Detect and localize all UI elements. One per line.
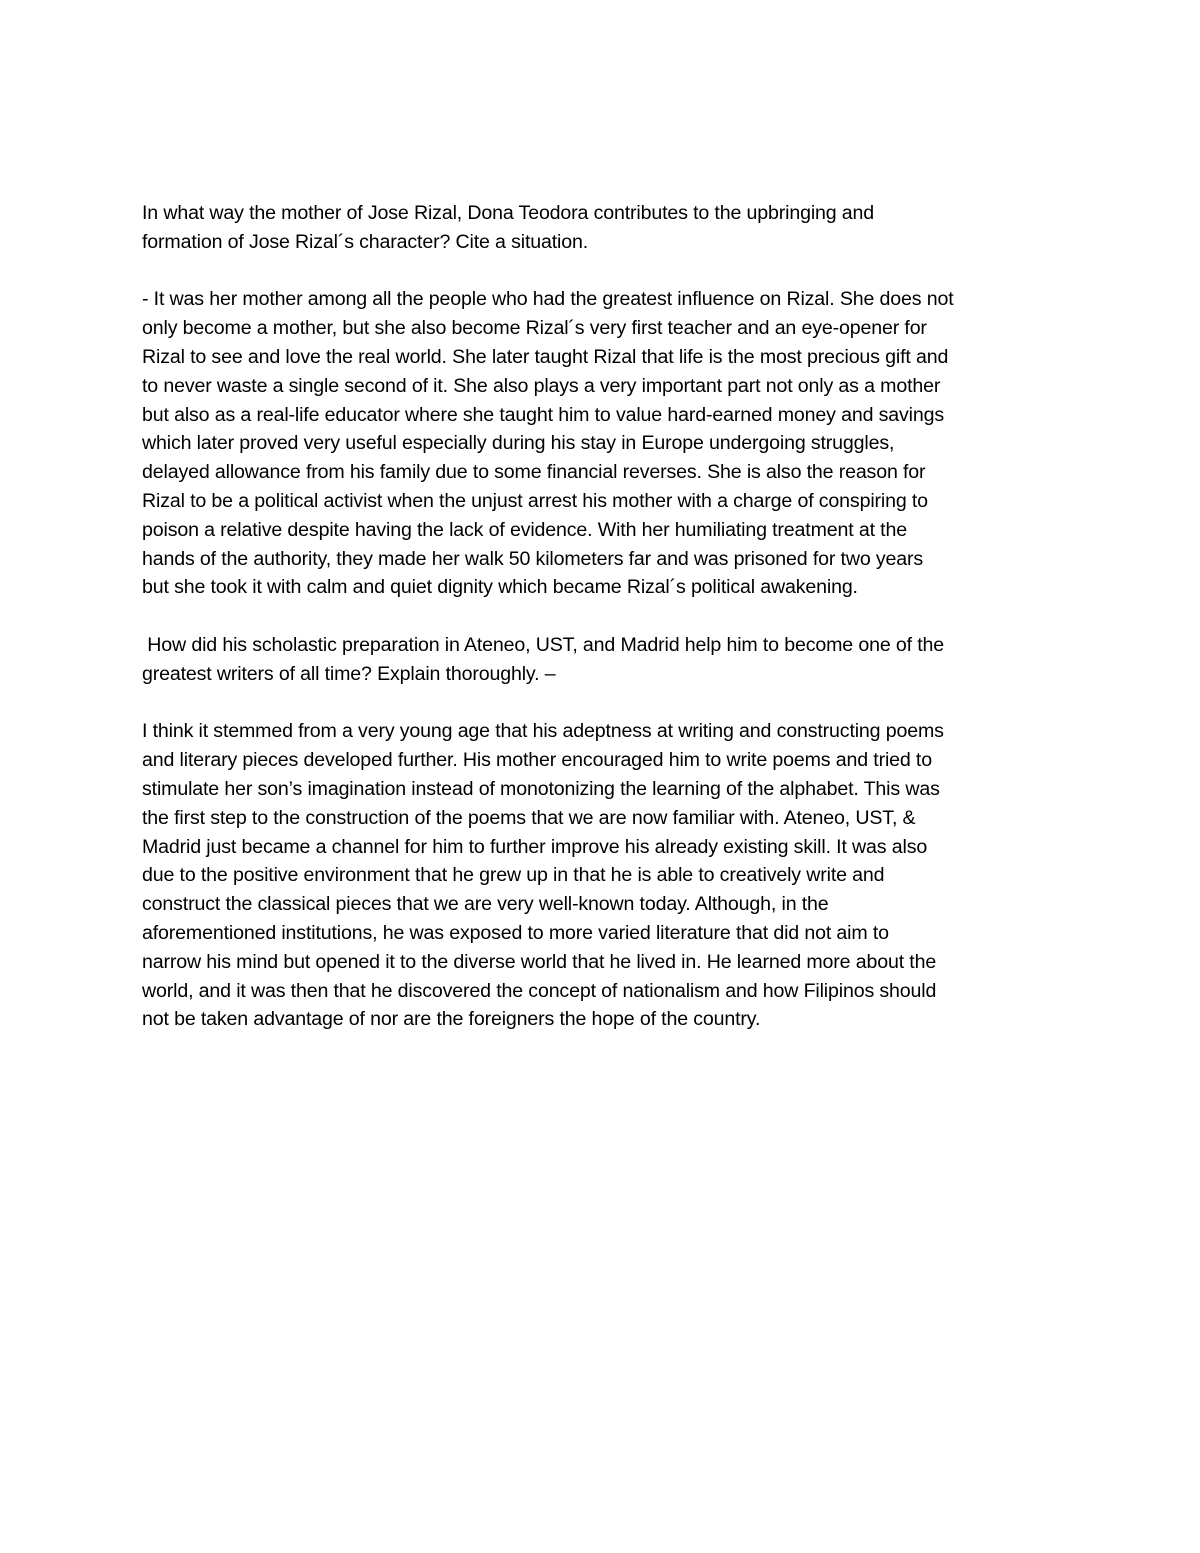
answer-2-line: I think it stemmed from a very young age that his adeptness at writing and constructing poems — [142, 720, 944, 743]
answer-2-line: not be taken advantage of nor are the foreigners the hope of the country. — [142, 1008, 761, 1031]
question-1 — [142, 199, 1062, 257]
answer-1-line: - It was her mother among all the people who had the greatest influence on Rizal. She does not — [142, 288, 954, 311]
document-body — [142, 199, 1062, 1034]
answer-1-line: but she took it with calm and quiet dignity which became Rizal´s political awakening. — [142, 576, 858, 599]
paragraph-spacer — [142, 689, 1062, 718]
answer-2-line: Madrid just became a channel for him to further improve his already existing skill. It was also — [142, 835, 928, 858]
question-1-line: In what way the mother of Jose Rizal, Dona Teodora contributes to the upbringing and — [142, 202, 875, 224]
question-2-line: How did his scholastic preparation in Ateneo, UST, and Madrid help him to become one of the — [142, 633, 944, 656]
answer-1-line: delayed allowance from his family due to some financial reverses. She is also the reason for — [142, 461, 926, 484]
answer-2 — [142, 717, 1062, 1034]
answer-1-line: which later proved very useful especially during his stay in Europe undergoing struggles, — [142, 432, 895, 455]
answer-2-line: the first step to the construction of the poems that we are now familiar with. Ateneo, UST, & — [142, 806, 916, 829]
answer-1-line: hands of the authority, they made her walk 50 kilometers far and was prisoned for two years — [142, 547, 924, 570]
answer-2-line: narrow his mind but opened it to the diverse world that he lived in. He learned more about the — [142, 950, 937, 973]
answer-2-line: and literary pieces developed further. His mother encouraged him to write poems and tried to — [142, 749, 932, 772]
question-1-line: formation of Jose Rizal´s character? Cite a situation. — [142, 230, 589, 253]
question-2-line: greatest writers of all time? Explain thoroughly. – — [142, 662, 556, 685]
answer-1-line: to never waste a single second of it. She also plays a very important part not only as a mother — [142, 374, 941, 397]
answer-1-line: only become a mother, but she also become Rizal´s very first teacher and an eye-opener for — [142, 317, 927, 340]
answer-1-line: Rizal to be a political activist when the unjust arrest his mother with a charge of conspiring to — [142, 489, 928, 512]
paragraph-spacer — [142, 257, 1062, 286]
paragraph-spacer — [142, 602, 1062, 631]
question-2 — [142, 631, 1062, 689]
answer-2-line: construct the classical pieces that we are very well-known today. Although, in the — [142, 893, 829, 916]
answer-1-line: Rizal to see and love the real world. She later taught Rizal that life is the most precious gift and — [142, 345, 949, 368]
answer-2-line: due to the positive environment that he grew up in that he is able to creatively write and — [142, 864, 885, 887]
answer-2-line: stimulate her son’s imagination instead of monotonizing the learning of the alphabet. This was — [142, 777, 940, 800]
answer-2-line: world, and it was then that he discovered the concept of nationalism and how Filipinos should — [142, 979, 937, 1002]
answer-2-line: aforementioned institutions, he was exposed to more varied literature that did not aim to — [142, 921, 889, 944]
answer-1-line: poison a relative despite having the lack of evidence. With her humiliating treatment at the — [142, 518, 907, 541]
answer-1 — [142, 285, 1062, 602]
answer-1-line: but also as a real-life educator where she taught him to value hard-earned money and savings — [142, 403, 945, 426]
